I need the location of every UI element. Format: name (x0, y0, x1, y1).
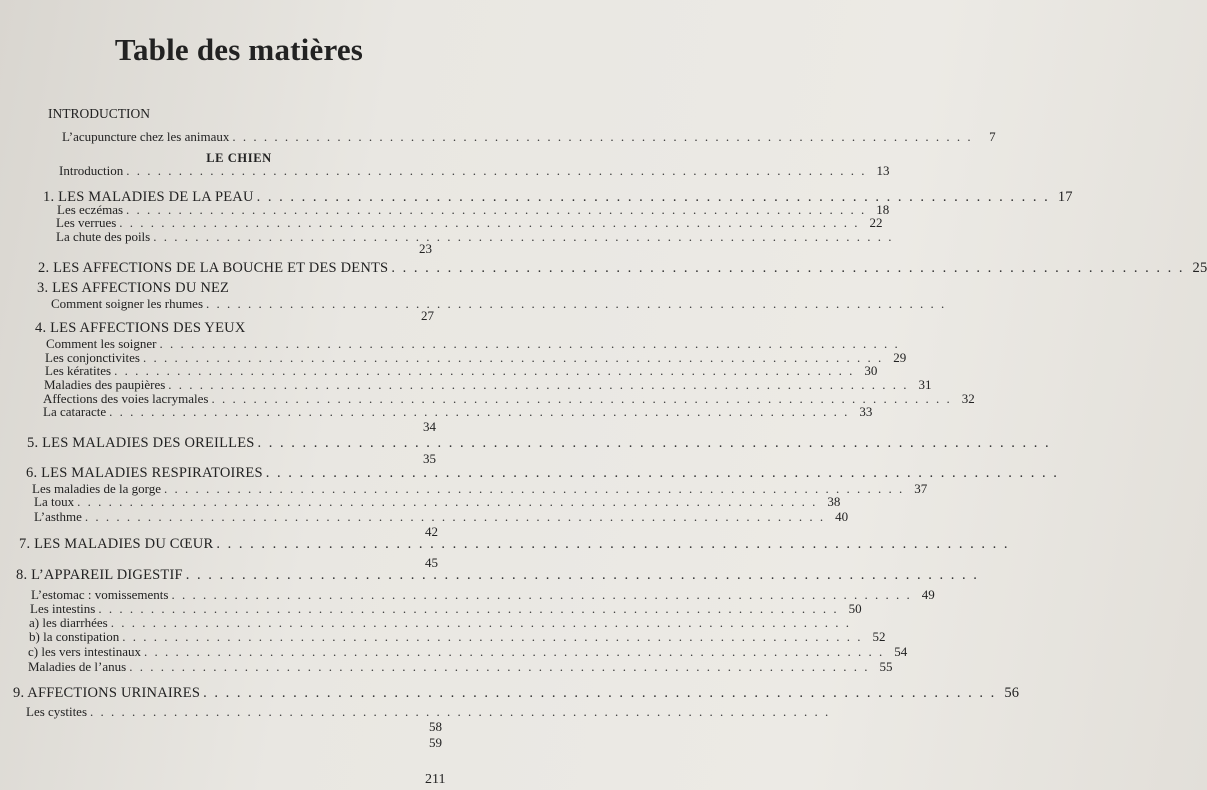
toc-entry (37, 281, 406, 296)
toc-entry (35, 321, 406, 336)
toc-entry (43, 404, 873, 419)
toc-entry (56, 215, 883, 230)
toc-entry-label: a) les diarrhées (29, 615, 108, 630)
dot-leader: . . . . . . . . . . . . . . . . . . . . . . . . . . . . . . . . . . . . . . . . . . . . . . . . . . . . . . . . . . . . . . . . . . . . . . . (129, 659, 870, 674)
toc-entry-page: 23 (419, 241, 432, 256)
toc-entry-label: c) les vers intestinaux (28, 644, 141, 659)
toc-entry-page: 13 (876, 163, 890, 178)
toc-entry-page: 30 (864, 363, 878, 378)
dot-leader: . . . . . . . . . . . . . . . . . . . . . . . . . . . . . . . . . . . . . . . . . . . . . . . . . . . . . . . . . . . . . . . . . . . . . . . (257, 435, 1051, 451)
toc-entry-label: 1. LES MALADIES DE LA PEAU (43, 189, 254, 205)
toc-entry-label: Les intestins (30, 601, 96, 616)
toc-entry (45, 363, 878, 378)
toc-entry (16, 567, 979, 583)
toc-entry-label: Les eczémas (57, 202, 124, 217)
toc-entry-page: 31 (918, 377, 932, 392)
dot-leader: . . . . . . . . . . . . . . . . . . . . . . . . . . . . . . . . . . . . . . . . . . . . . . . . . . . . . . . . . . . . . . . . . . . . . . . (159, 336, 900, 351)
dot-leader: . . . . . . . . . . . . . . . . . . . . . . . . . . . . . . . . . . . . . . . . . . . . . . . . . . . . . . . . . . . . . . . . . . . . . . . (119, 215, 860, 230)
dot-leader: . . . . . . . . . . . . . . . . . . . . . . . . . . . . . . . . . . . . . . . . . . . . . . . . . . . . . . . . . . . . . . . . . . . . . . . (90, 704, 831, 719)
toc-entry-page: 34 (423, 419, 436, 434)
toc-entry-page: 37 (914, 481, 928, 496)
dot-leader: . . . . . . . . . . . . . . . . . . . . . . . . . . . . . . . . . . . . . . . . . . . . . . . . . . . . . . . . . . . . . . . . . . . . . . . (153, 229, 894, 244)
toc-entry (26, 704, 831, 719)
toc-entry-label: Introduction (59, 163, 124, 178)
dot-leader: . . . . . . . . . . . . . . . . . . . . . . . . . . . . . . . . . . . . . . . . . . . . . . . . . . . . . . . . . . . . . . . . . . . . . . . (206, 296, 947, 311)
toc-entry-label: La toux (34, 494, 75, 509)
toc-entry-page: 29 (893, 350, 907, 365)
toc-entry-page: 25 (1192, 260, 1207, 276)
toc-entry (51, 296, 947, 311)
dot-leader: . . . . . . . . . . . . . . . . . . . . . . . . . . . . . . . . . . . . . . . . . . . . . . . . . . . . . . . . . . . . . . . . . . . . . . . (391, 260, 1185, 276)
toc-entry-page: 32 (961, 391, 975, 406)
toc-entry-page: 18 (876, 202, 890, 217)
toc-entry-label: INTRODUCTION (48, 106, 150, 121)
toc-entry-page: 27 (421, 308, 434, 323)
dot-leader: . . . . . . . . . . . . . . . . . . . . . . . . . . . . . . . . . . . . . . . . . . . . . . . . . . . . . . . . . . . . . . . . . . . . . . . (98, 601, 839, 616)
toc-entry (38, 260, 1207, 276)
dot-leader: . . . . . . . . . . . . . . . . . . . . . . . . . . . . . . . . . . . . . . . . . . . . . . . . . . . . . . . . . . . . . . . . . . . . . . . (84, 509, 826, 524)
toc-entry-label: La chute des poils (56, 229, 151, 244)
toc-entry (44, 377, 932, 392)
toc-entry-page: 45 (425, 555, 438, 570)
dot-leader: . . . . . . . . . . . . . . . . . . . . . . . . . . . . . . . . . . . . . . . . . . . . . . . . . . . . . . . . . . . . . . . . . . . . . . . (110, 615, 851, 630)
toc-entry-page: 22 (869, 215, 883, 230)
toc-entry-page: 42 (425, 524, 438, 539)
toc-entry (406, 241, 432, 256)
toc-entry-page: 50 (848, 601, 862, 616)
toc-entry (406, 451, 436, 466)
toc-entry-label: 2. LES AFFECTIONS DE LA BOUCHE ET DES DENTS (38, 260, 389, 276)
toc-entry (31, 587, 935, 602)
toc-entry-page: 35 (423, 451, 436, 466)
dot-leader: . . . . . . . . . . . . . . . . . . . . . . . . . . . . . . . . . . . . . . . . . . . . . . . . . . . . . . . . . . . . . . . . . . . . . . . (211, 391, 952, 406)
toc-entry-label: Comment soigner les rhumes (51, 296, 204, 311)
toc-entry (34, 509, 849, 524)
toc-entry (28, 659, 893, 674)
toc-entry-label: Les cystites (26, 704, 88, 719)
toc-entry-label: L’estomac : vomissements (31, 587, 169, 602)
toc-entry-label: 9. AFFECTIONS URINAIRES (13, 685, 201, 701)
toc-entry (29, 615, 851, 630)
toc-entry-page: 59 (429, 735, 442, 750)
toc-entry-label: 8. L’APPAREIL DIGESTIF (16, 567, 183, 583)
toc-entry-page: 40 (835, 509, 849, 524)
toc-entry-label: 4. LES AFFECTIONS DES YEUX (35, 320, 246, 336)
toc-entry (56, 229, 894, 244)
toc-entry-page: 58 (429, 719, 442, 734)
dot-leader: . . . . . . . . . . . . . . . . . . . . . . . . . . . . . . . . . . . . . . . . . . . . . . . . . . . . . . . . . . . . . . . . . . . . . . . (168, 377, 909, 392)
dot-leader: . . . . . . . . . . . . . . . . . . . . . . . . . . . . . . . . . . . . . . . . . . . . . . . . . . . . . . . . . . . . . . . . . . . . . . . (144, 644, 885, 659)
toc-entry-page: 17 (1057, 189, 1073, 205)
dot-leader: . . . . . . . . . . . . . . . . . . . . . . . . . . . . . . . . . . . . . . . . . . . . . . . . . . . . . . . . . . . . . . . . . . . . . . . (232, 129, 973, 144)
toc-entry-label: 5. LES MALADIES DES OREILLES (27, 435, 255, 451)
toc-entry (19, 536, 1010, 552)
toc-entry (28, 644, 908, 659)
toc-entry-label: Les maladies de la gorge (32, 481, 161, 496)
dot-leader: . . . . . . . . . . . . . . . . . . . . . . . . . . . . . . . . . . . . . . . . . . . . . . . . . . . . . . . . . . . . . . . . . . . . . . . (216, 536, 1010, 552)
toc-entry (59, 163, 890, 178)
toc-entry-label: Comment les soigner (46, 336, 157, 351)
toc-entry-label: b) la constipation (29, 629, 120, 644)
toc-entry (13, 685, 1020, 701)
toc-entry-page: 52 (872, 629, 886, 644)
page-number: 211 (425, 772, 446, 787)
dot-leader: . . . . . . . . . . . . . . . . . . . . . . . . . . . . . . . . . . . . . . . . . . . . . . . . . . . . . . . . . . . . . . . . . . . . . . . (265, 465, 1059, 481)
toc-entry (48, 106, 406, 121)
dot-leader: . . . . . . . . . . . . . . . . . . . . . . . . . . . . . . . . . . . . . . . . . . . . . . . . . . . . . . . . . . . . . . . . . . . . . . . (109, 404, 850, 419)
toc-entry-label: L’acupuncture chez les animaux (62, 129, 230, 144)
toc-entry-page: 33 (859, 404, 873, 419)
toc-entry-page: 38 (827, 494, 841, 509)
toc-entry (34, 494, 841, 509)
toc-entry-page: 56 (1004, 685, 1020, 701)
dot-leader: . . . . . . . . . . . . . . . . . . . . . . . . . . . . . . . . . . . . . . . . . . . . . . . . . . . . . . . . . . . . . . . . . . . . . . . (126, 163, 867, 178)
toc-entry-label: 6. LES MALADIES RESPIRATOIRES (26, 465, 263, 481)
dot-leader: . . . . . . . . . . . . . . . . . . . . . . . . . . . . . . . . . . . . . . . . . . . . . . . . . . . . . . . . . . . . . . . . . . . . . . . (256, 189, 1050, 205)
toc-entry-page: 54 (894, 644, 908, 659)
toc-entry-label: Les conjonctivites (45, 350, 140, 365)
toc-entry (406, 419, 436, 434)
toc-entry-label: Maladies de l’anus (28, 659, 127, 674)
dot-leader: . . . . . . . . . . . . . . . . . . . . . . . . . . . . . . . . . . . . . . . . . . . . . . . . . . . . . . . . . . . . . . . . . . . . . . . (142, 350, 884, 365)
toc-entry-label: LE CHIEN (206, 151, 272, 165)
dot-leader: . . . . . . . . . . . . . . . . . . . . . . . . . . . . . . . . . . . . . . . . . . . . . . . . . . . . . . . . . . . . . . . . . . . . . . . (122, 629, 863, 644)
toc-entry (29, 629, 886, 644)
toc-entry (26, 465, 1059, 481)
dot-leader: . . . . . . . . . . . . . . . . . . . . . . . . . . . . . . . . . . . . . . . . . . . . . . . . . . . . . . . . . . . . . . . . . . . . . . . (164, 481, 905, 496)
toc-entry-label: 3. LES AFFECTIONS DU NEZ (37, 280, 230, 296)
toc-entry-label: Affections des voies lacrymales (43, 391, 209, 406)
toc-entry (62, 129, 996, 144)
toc-entry-label: 7. LES MALADIES DU CŒUR (19, 536, 214, 552)
toc-entry-page: 49 (921, 587, 935, 602)
toc-entry-page: 7 (989, 129, 996, 144)
toc-entry (27, 435, 1051, 451)
toc-entry (30, 601, 862, 616)
toc-entry-label: Les verrues (56, 215, 117, 230)
toc-entry-label: La cataracte (43, 404, 107, 419)
page-title: Table des matières (114, 32, 364, 67)
dot-leader: . . . . . . . . . . . . . . . . . . . . . . . . . . . . . . . . . . . . . . . . . . . . . . . . . . . . . . . . . . . . . . . . . . . . . . . (114, 363, 855, 378)
dot-leader: . . . . . . . . . . . . . . . . . . . . . . . . . . . . . . . . . . . . . . . . . . . . . . . . . . . . . . . . . . . . . . . . . . . . . . . (77, 494, 818, 509)
toc-entry-label: L’asthme (34, 509, 82, 524)
toc-entry (406, 735, 442, 750)
toc-entry-label: Maladies des paupières (44, 377, 166, 392)
toc-entry (46, 336, 900, 351)
toc-entry (406, 719, 442, 734)
toc-entry-page: 55 (879, 659, 893, 674)
dot-leader: . . . . . . . . . . . . . . . . . . . . . . . . . . . . . . . . . . . . . . . . . . . . . . . . . . . . . . . . . . . . . . . . . . . . . . . (126, 202, 867, 217)
dot-leader: . . . . . . . . . . . . . . . . . . . . . . . . . . . . . . . . . . . . . . . . . . . . . . . . . . . . . . . . . . . . . . . . . . . . . . . (185, 567, 979, 583)
dot-leader: . . . . . . . . . . . . . . . . . . . . . . . . . . . . . . . . . . . . . . . . . . . . . . . . . . . . . . . . . . . . . . . . . . . . . . . (203, 685, 997, 701)
toc-entry (406, 308, 434, 323)
dot-leader: . . . . . . . . . . . . . . . . . . . . . . . . . . . . . . . . . . . . . . . . . . . . . . . . . . . . . . . . . . . . . . . . . . . . . . . (171, 587, 912, 602)
toc-entry-label: Les kératites (45, 363, 112, 378)
